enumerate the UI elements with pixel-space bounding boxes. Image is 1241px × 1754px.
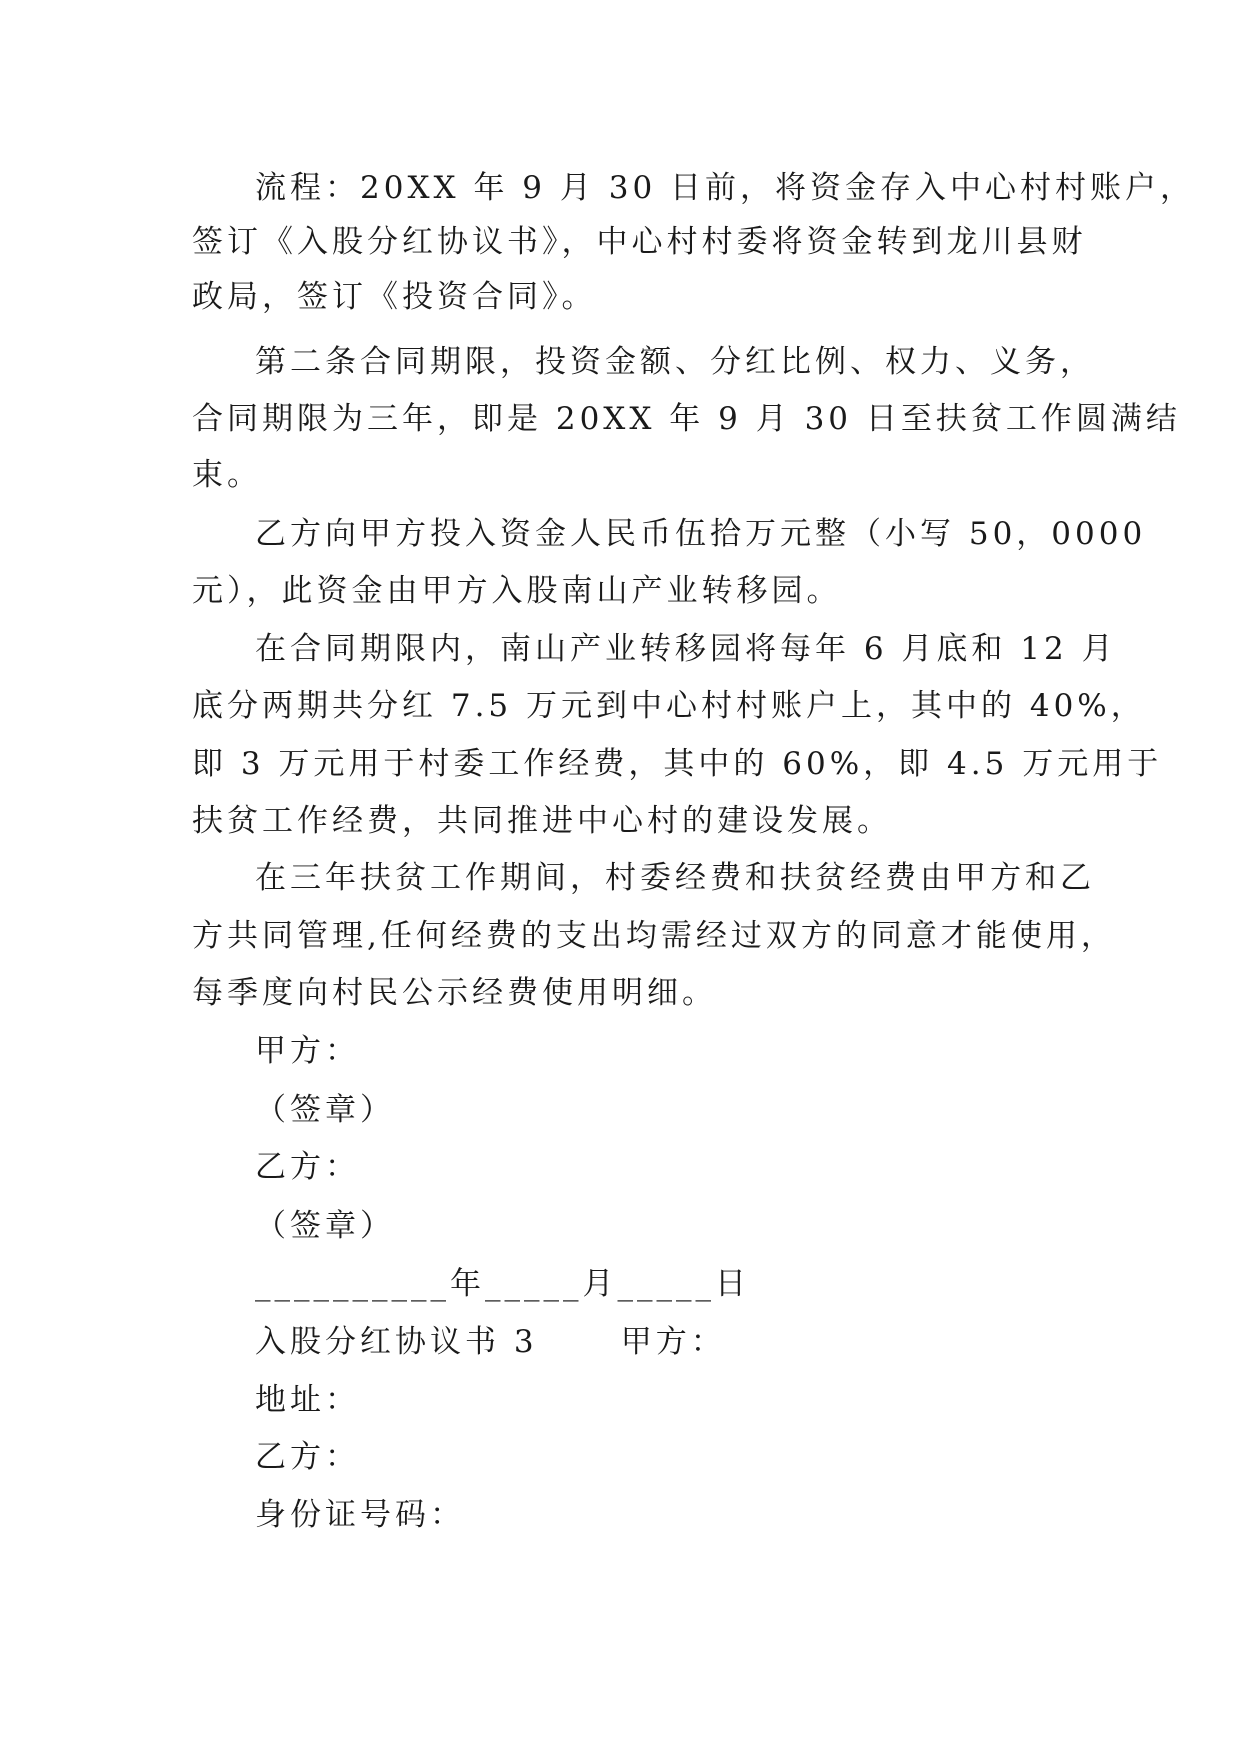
paragraph-line-6: 束。: [192, 457, 262, 493]
paragraph-line-5: 合同期限为三年，即是 20XX 年 9 月 30 日至扶贫工作圆满结: [192, 401, 1181, 437]
paragraph-line-4: 第二条合同期限，投资金额、分红比例、权力、义务，: [255, 344, 1095, 380]
party-b-label-2: 乙方：: [255, 1439, 360, 1475]
date-line: __________年_____月_____日: [255, 1266, 750, 1302]
party-a-seal-label: （签章）: [255, 1092, 395, 1128]
paragraph-line-14: 方共同管理,任何经费的支出均需经过双方的同意才能使用，: [192, 918, 1116, 954]
address-label: 地址：: [255, 1382, 360, 1418]
paragraph-line-8: 元），此资金由甲方入股南山产业转移园。: [192, 573, 842, 609]
section-title-line: 入股分红协议书 3 甲方：: [255, 1324, 726, 1360]
paragraph-line-2: 签订《入股分红协议书》，中心村村委将资金转到龙川县财: [192, 224, 1087, 260]
party-b-label: 乙方：: [255, 1149, 360, 1185]
paragraph-line-10: 底分两期共分红 7.5 万元到中心村村账户上，其中的 40%，: [192, 688, 1146, 724]
paragraph-line-3: 政局，签订《投资合同》。: [192, 279, 597, 315]
paragraph-line-11: 即 3 万元用于村委工作经费，其中的 60%，即 4.5 万元用于: [192, 746, 1163, 782]
id-number-label: 身份证号码：: [255, 1497, 465, 1533]
paragraph-line-12: 扶贫工作经费，共同推进中心村的建设发展。: [192, 803, 892, 839]
paragraph-line-13: 在三年扶贫工作期间，村委经费和扶贫经费由甲方和乙: [255, 860, 1095, 896]
paragraph-line-7: 乙方向甲方投入资金人民币伍拾万元整（小写 50，0000: [255, 516, 1147, 552]
paragraph-line-15: 每季度向村民公示经费使用明细。: [192, 975, 717, 1011]
party-b-seal-label: （签章）: [255, 1208, 395, 1244]
paragraph-line-1: 流程：20XX 年 9 月 30 日前，将资金存入中心村村账户，: [255, 170, 1196, 206]
party-a-label: 甲方：: [255, 1033, 360, 1069]
paragraph-line-9: 在合同期限内，南山产业转移园将每年 6 月底和 12 月: [255, 631, 1117, 667]
